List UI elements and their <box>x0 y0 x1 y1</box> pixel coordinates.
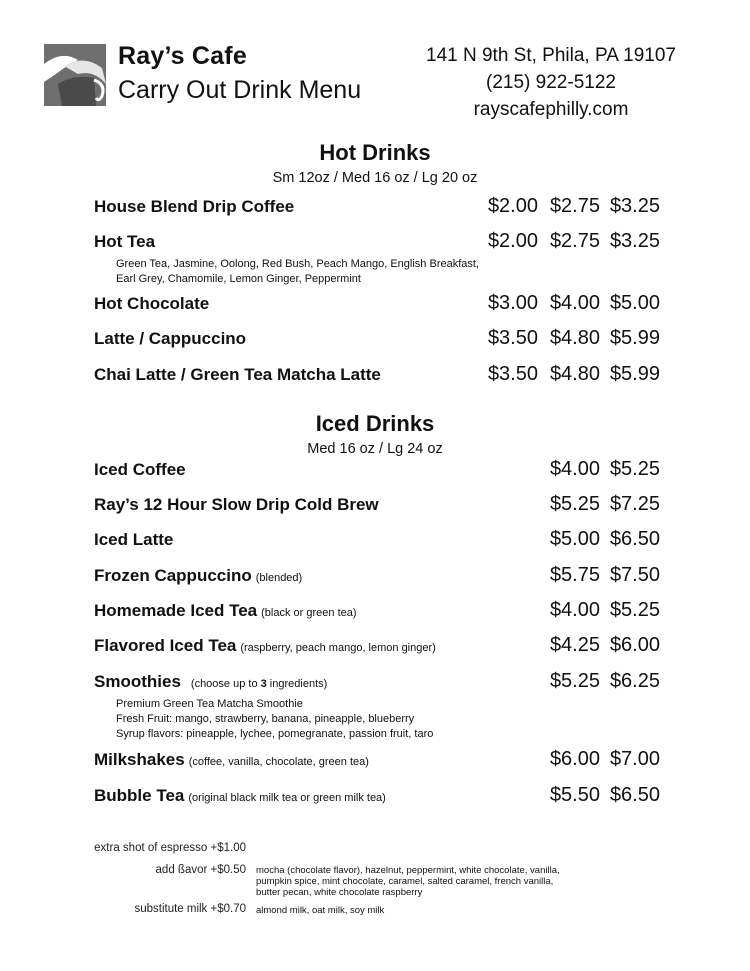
item-note: (choose up to 3 ingredients) <box>190 678 328 690</box>
price-large: $7.25 <box>609 493 660 515</box>
item-note: (original black milk tea or green milk tea) <box>188 792 386 804</box>
price-medium: $5.25 <box>549 493 600 515</box>
price-small: $3.50 <box>487 327 538 349</box>
address: 141 N 9th St, Phila, PA 19107 <box>426 45 676 66</box>
price-medium: $4.80 <box>549 363 600 385</box>
price-medium: $5.25 <box>549 670 600 692</box>
price-large: $3.25 <box>609 195 660 217</box>
menu-item-name: Iced Coffee <box>94 460 186 479</box>
price-small: $2.00 <box>487 195 538 217</box>
item-note: (coffee, vanilla, chocolate, green tea) <box>188 756 369 768</box>
price-medium: $4.00 <box>549 599 600 621</box>
extra-milk: substitute milk +$0.70 <box>134 903 246 915</box>
price-large: $6.50 <box>609 528 660 550</box>
menu-item-milkshakes: Milkshakes (coffee, vanilla, chocolate, green tea) <box>94 750 369 769</box>
price-large: $7.50 <box>609 564 660 586</box>
menu-item-homemade-iced-tea: Homemade Iced Tea (black or green tea) <box>94 601 357 620</box>
price-large: $5.25 <box>609 458 660 480</box>
price-large: $6.50 <box>609 784 660 806</box>
price-medium: $5.50 <box>549 784 600 806</box>
price-medium: $4.00 <box>549 458 600 480</box>
menu-subtitle: Carry Out Drink Menu <box>118 76 362 104</box>
tea-options: Green Tea, Jasmine, Oolong, Red Bush, Peach Mango, English Breakfast, Earl Grey, Chamomile, Lemon Ginger, Peppermint <box>116 258 479 285</box>
price-medium: $2.75 <box>549 230 600 252</box>
price-medium: $4.00 <box>549 292 600 314</box>
price-medium: $5.75 <box>549 564 600 586</box>
price-large: $5.99 <box>609 327 660 349</box>
price-medium: $6.00 <box>549 748 600 770</box>
price-small: $3.00 <box>487 292 538 314</box>
menu-item-name: House Blend Drip Coffee <box>94 197 295 216</box>
flavor-options: mocha (chocolate flavor), hazelnut, peppermint, white chocolate, vanilla, pumpkin spice, mint chocolate, caramel, salted caramel, french vanilla, butter pecan, white chocolate raspberry <box>256 865 560 898</box>
smoothie-options: Premium Green Tea Matcha Smoothie Fresh Fruit: mango, strawberry, banana, pineapple, blueberry Syrup flavors: pineapple, lychee, pomegranate, passion fruit, taro <box>116 698 434 740</box>
price-small: $3.50 <box>487 363 538 385</box>
menu-item-flavored-iced-tea: Flavored Iced Tea (raspberry, peach mango, lemon ginger) <box>94 636 436 655</box>
price-large: $5.25 <box>609 599 660 621</box>
extra-espresso: extra shot of espresso +$1.00 <box>94 842 246 854</box>
iced-drinks-sizes: Med 16 oz / Lg 24 oz <box>307 441 443 457</box>
price-medium: $5.00 <box>549 528 600 550</box>
menu-item-name: Ray’s 12 Hour Slow Drip Cold Brew <box>94 495 379 514</box>
website: rayscafephilly.com <box>473 99 629 120</box>
extra-flavor: add ßavor +$0.50 <box>155 864 246 876</box>
hot-drinks-title: Hot Drinks <box>319 140 431 165</box>
price-small: $2.00 <box>487 230 538 252</box>
contact-block <box>426 42 676 123</box>
price-medium: $2.75 <box>549 195 600 217</box>
item-note: (black or green tea) <box>261 607 357 619</box>
price-large: $6.00 <box>609 634 660 656</box>
price-medium: $4.25 <box>549 634 600 656</box>
price-large: $3.25 <box>609 230 660 252</box>
menu-item-smoothies: Smoothies (choose up to 3 ingredients) <box>94 672 328 691</box>
hot-drinks-sizes: Sm 12oz / Med 16 oz / Lg 20 oz <box>272 170 478 186</box>
cafe-name: Ray’s Cafe <box>118 42 247 70</box>
price-large: $7.00 <box>609 748 660 770</box>
price-large: $6.25 <box>609 670 660 692</box>
milk-options: almond milk, oat milk, soy milk <box>256 905 385 916</box>
price-large: $5.00 <box>609 292 660 314</box>
price-large: $5.99 <box>609 363 660 385</box>
menu-item-name: Hot Chocolate <box>94 294 210 313</box>
iced-drinks-title: Iced Drinks <box>315 411 435 436</box>
menu-item-name: Iced Latte <box>94 530 174 549</box>
menu-item-name: Latte / Cappuccino <box>94 329 247 348</box>
coffee-cup-logo-icon <box>44 44 106 106</box>
price-medium: $4.80 <box>549 327 600 349</box>
menu-item-frozen-cappuccino: Frozen Cappuccino (blended) <box>94 566 303 585</box>
menu-item-name: Chai Latte / Green Tea Matcha Latte <box>94 365 381 384</box>
menu-item-bubble-tea: Bubble Tea (original black milk tea or green milk tea) <box>94 786 386 805</box>
item-note: (raspberry, peach mango, lemon ginger) <box>240 642 436 654</box>
menu-item-name: Hot Tea <box>94 232 156 251</box>
phone: (215) 922-5122 <box>486 72 616 93</box>
item-note: (blended) <box>255 572 303 584</box>
